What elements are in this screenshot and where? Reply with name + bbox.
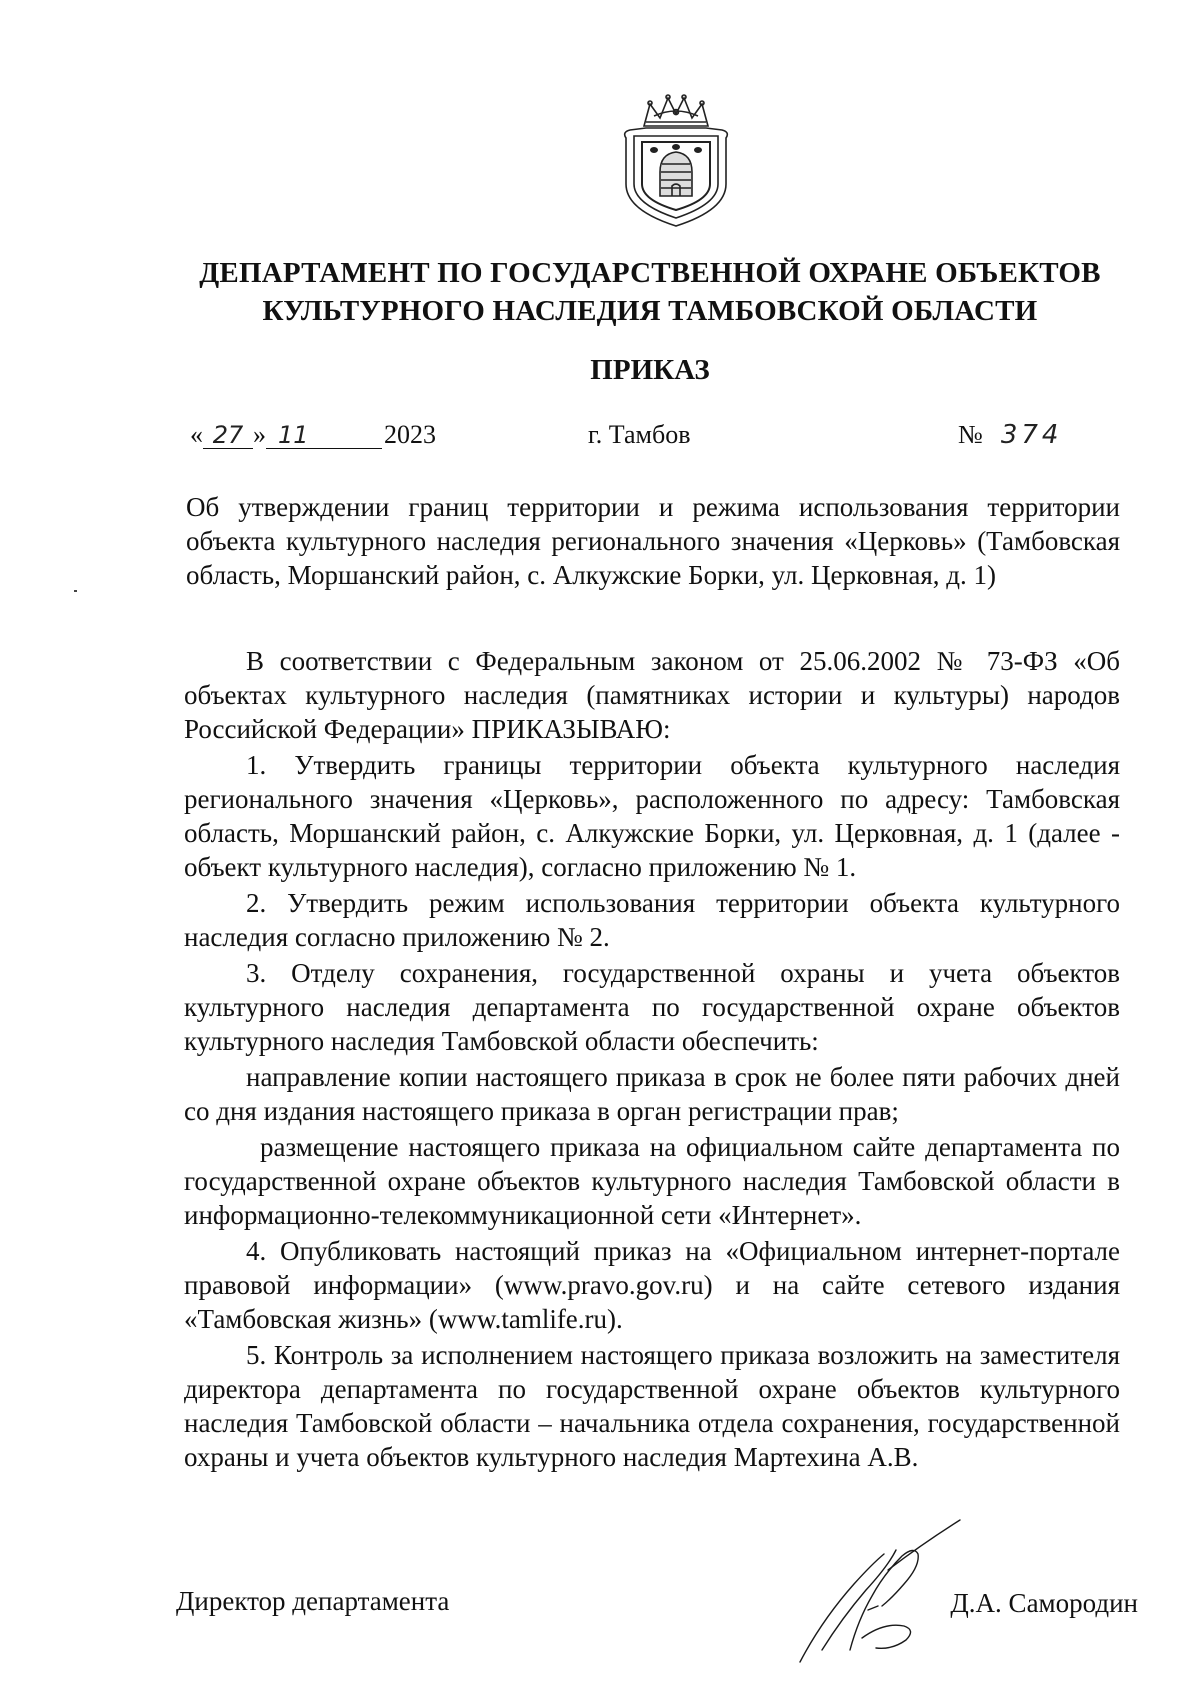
quote-close: » — [253, 420, 266, 449]
signer-title: Директор департамента — [176, 1586, 450, 1616]
item-4-paragraph: 4. Опубликовать настоящий приказ на «Официальном интернет-портале правовой информации» (www.pravo.gov.ru) и на сайте сетевого издания «Тамбовская жизнь» (www.tamlife.ru). — [184, 1236, 1120, 1334]
order-date — [190, 418, 490, 452]
scan-speck — [74, 590, 77, 592]
preamble-paragraph: В соответствии с Федеральным законом от 25.06.2002 № 73-ФЗ «Об объектах культурного наследия (памятниках истории и культуры) народов Российской Федерации» ПРИКАЗЫВАЮ: — [184, 646, 1120, 744]
organization-line-2: КУЛЬТУРНОГО НАСЛЕДИЯ ТАМБОВСКОЙ ОБЛАСТИ — [262, 295, 1038, 327]
organization-line-1: ДЕПАРТАМЕНТ ПО ГОСУДАРСТВЕННОЙ ОХРАНЕ ОБЪЕКТОВ — [199, 257, 1101, 289]
item-2-paragraph: 2. Утвердить режим использования территории объекта культурного наследия согласно приложению № 2. — [184, 888, 1120, 952]
coat-of-arms-icon — [616, 92, 736, 230]
number-handwritten: 374 — [1000, 420, 1063, 450]
item-5-paragraph: 5. Контроль за исполнением настоящего приказа возложить на заместителя директора департамента по государственной охране объектов культурного наследия Тамбовской области – начальника отдела сохранения, государственной охраны и учета объектов культурного наследия Мартехина А.В. — [184, 1340, 1120, 1472]
signature-icon — [792, 1510, 962, 1670]
order-body — [184, 644, 1120, 1474]
item-1-paragraph: 1. Утвердить границы территории объекта культурного наследия регионального значения «Церковь», расположенного по адресу: Тамбовская область, Моршанский район, с. Алкужские Борки, ул. Церковная, д. 1 (далее - объект культурного наследия), согласно приложению № 1. — [184, 750, 1120, 882]
item-3a-paragraph: направление копии настоящего приказа в срок не более пяти рабочих дней со дня издания настоящего приказа в орган регистрации прав; — [184, 1062, 1120, 1126]
organization-name — [190, 254, 1110, 330]
document-type: ПРИКАЗ — [590, 354, 710, 386]
order-city: г. Тамбов — [588, 420, 691, 449]
item-3b-paragraph: размещение настоящего приказа на официальном сайте департамента по государственной охране объектов культурного наследия Тамбовской области в информационно-телекоммуникационной сети «Интернет». — [184, 1132, 1120, 1230]
item-3-paragraph: 3. Отделу сохранения, государственной охраны и учета объектов культурного наследия департамента по государственной охране объектов культурного наследия Тамбовской области обеспечить: — [184, 958, 1120, 1056]
quote-open: « — [190, 420, 203, 449]
order-subject: Об утверждении границ территории и режима использования территории объекта культурного наследия регионального значения «Церковь» (Тамбовская область, Моршанский район, с. Алкужские Борки, ул. Церковная, д. 1) — [186, 492, 1120, 590]
signer-name: Д.А. Самородин — [950, 1588, 1138, 1618]
date-month-handwritten: 11 — [266, 422, 382, 449]
number-label: № — [958, 420, 983, 449]
date-day-handwritten: 27 — [203, 422, 253, 449]
order-number — [958, 418, 1118, 452]
date-year: 2023 — [384, 420, 436, 449]
